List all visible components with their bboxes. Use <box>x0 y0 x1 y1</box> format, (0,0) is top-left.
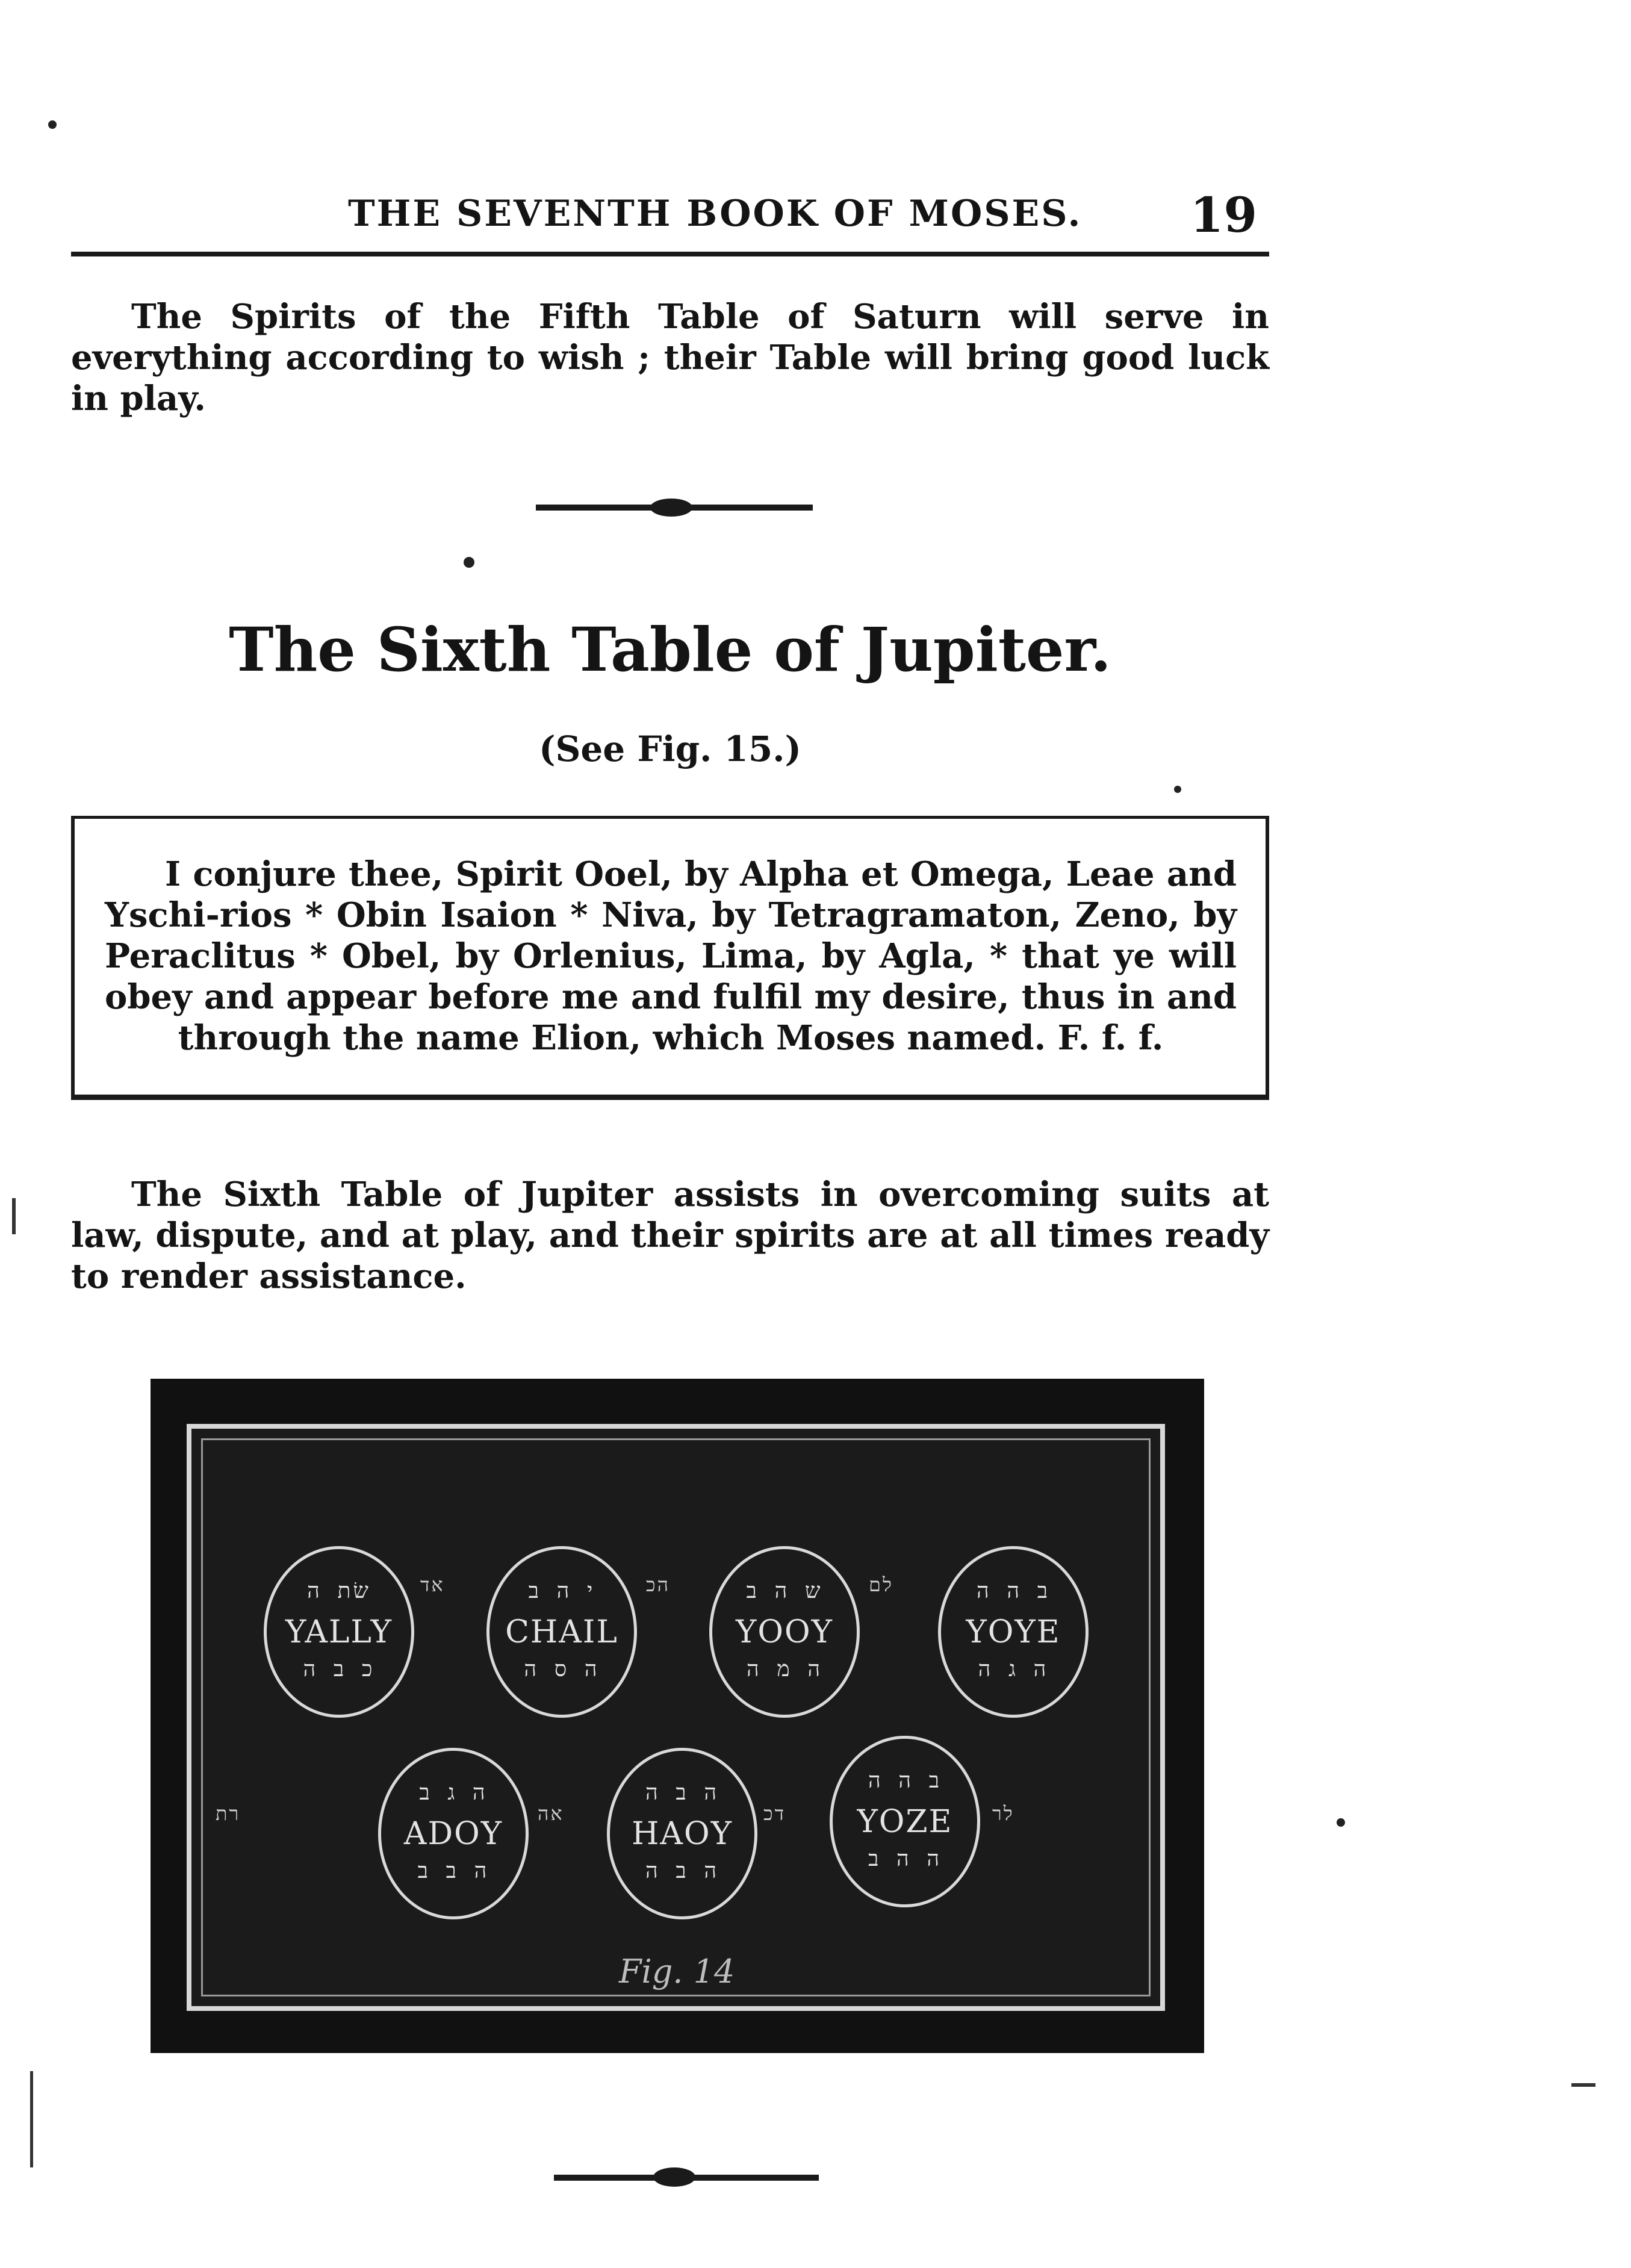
seal-top-glyphs: ה ב ה <box>645 1780 719 1805</box>
seal-bottom-glyphs: ה ס ה <box>524 1657 600 1682</box>
seal-yooy <box>709 1546 860 1718</box>
glyph-cluster: ﬥﬦ <box>869 1573 893 1596</box>
seal-name: YOOY <box>736 1614 833 1650</box>
scan-speck <box>48 120 57 129</box>
seal-bottom-glyphs: כ ב ה <box>303 1657 375 1682</box>
paragraph-2-text: The Sixth Table of Jupiter assists in overcoming suits at law, dispute, and at play, and their spirits are at all times ready to render assistance. <box>71 1175 1269 1296</box>
paragraph-1-text: The Spirits of the Fifth Table of Saturn will serve in everything according to wish ; their Table will bring good luck in play. <box>71 297 1269 418</box>
seal-bottom-glyphs: ה ה ב <box>868 1847 942 1871</box>
seal-name: YALLY <box>285 1614 393 1650</box>
incantation-text-block <box>105 854 1237 1058</box>
seal-adoy <box>378 1748 529 1919</box>
margin-mark <box>30 2071 33 2167</box>
seal-top-glyphs: ב ה ה <box>868 1768 942 1793</box>
scan-speck <box>1337 1818 1345 1827</box>
paragraph-sixth-table <box>71 1174 1269 1297</box>
margin-mark <box>1571 2083 1595 2087</box>
glyph-cluster: ﬡﬣ <box>538 1802 564 1825</box>
header-rule <box>71 252 1269 256</box>
running-title: THE SEVENTH BOOK OF MOSES. <box>348 193 1083 235</box>
ornament-knot-bottom <box>653 2167 695 2187</box>
paragraph-fifth-table <box>71 296 1269 419</box>
glyph-cluster: ﬣﬤ <box>646 1573 671 1596</box>
seal-yoye <box>938 1546 1089 1718</box>
seal-top-glyphs: שׂת ה <box>307 1579 371 1603</box>
seal-top-glyphs: ש ה ב <box>746 1579 823 1603</box>
glyph-cluster: ﬥﬧ <box>992 1802 1014 1825</box>
seal-bottom-glyphs: ה ב ה <box>645 1859 719 1883</box>
scan-speck <box>464 557 474 568</box>
figure-reference: (See Fig. 15.) <box>539 729 801 769</box>
glyph-cluster: ﬧﬨ <box>216 1802 241 1825</box>
figure-caption: Fig. 14 <box>619 1953 735 1990</box>
incantation-box <box>71 816 1269 1099</box>
seal-bottom-glyphs: ה מ ה <box>746 1657 823 1682</box>
seal-yoze <box>830 1736 980 1907</box>
glyph-cluster: ﬢﬤ <box>763 1802 786 1825</box>
seal-chail <box>486 1546 637 1718</box>
figure-plate <box>151 1379 1204 2053</box>
seal-haoy <box>607 1748 757 1919</box>
seal-yally <box>264 1546 414 1718</box>
margin-mark <box>12 1198 16 1234</box>
seal-name: YOYE <box>966 1614 1061 1650</box>
seal-name: YOZE <box>857 1804 953 1840</box>
ornament-knot <box>650 499 692 517</box>
running-head <box>71 187 1269 253</box>
page-number: 19 <box>1190 187 1257 243</box>
seal-top-glyphs: ה ג ב <box>419 1780 488 1805</box>
seal-name: HAOY <box>632 1816 733 1852</box>
glyph-cluster: ﬡﬢ <box>420 1573 445 1596</box>
figure-frame <box>187 1424 1165 2011</box>
seal-name: ADOY <box>403 1816 503 1852</box>
seal-top-glyphs: י ה ב <box>528 1579 595 1603</box>
scan-speck <box>1174 786 1181 793</box>
seal-name: CHAIL <box>505 1614 618 1650</box>
box-bottom-rule <box>71 1095 1269 1100</box>
incantation-text: I conjure thee, Spirit Ooel, by Alpha et Omega, Leae and Yschi-rios * Obin Isaion * Niva, by Tetragramaton, Zeno, by Peraclitus * Obel, by Orlenius, Lima, by Agla, * that ye will obey and appear before me and fulfil my desire, thus in and through the name Elion, which Moses named. F. f. f. <box>105 854 1237 1058</box>
section-title: The Sixth Table of Jupiter. <box>229 614 1111 685</box>
seal-bottom-glyphs: ה ב ב <box>417 1859 489 1883</box>
seal-top-glyphs: ב ה ה <box>976 1579 1051 1603</box>
seal-bottom-glyphs: ה ג ה <box>978 1657 1049 1682</box>
